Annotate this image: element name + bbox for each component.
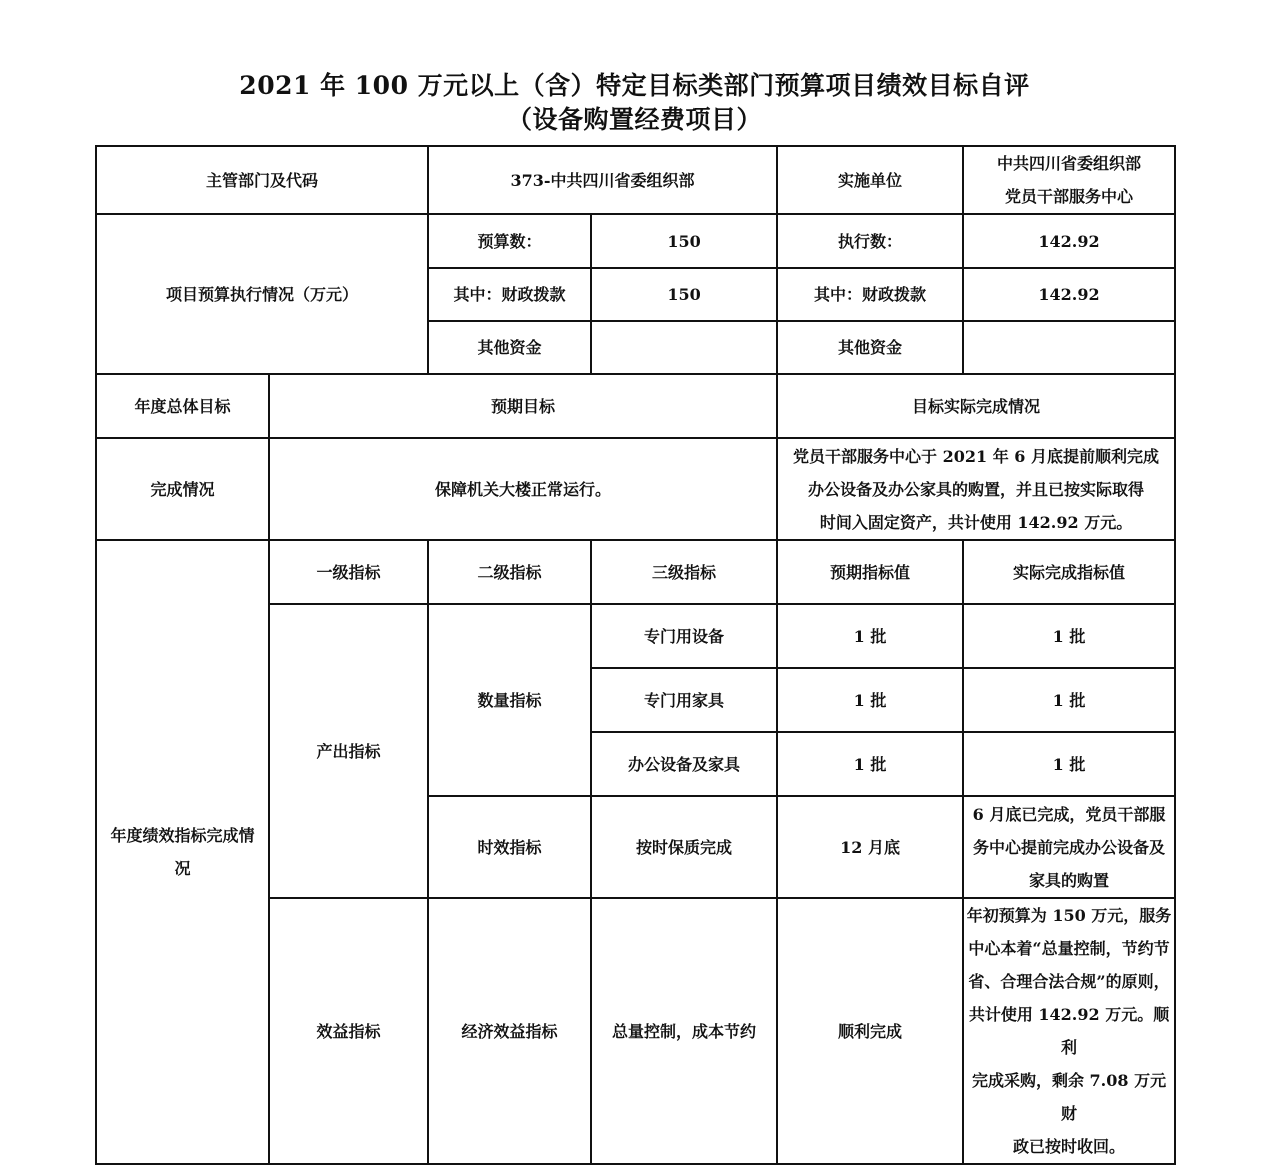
performance-table (95, 145, 1176, 1165)
exec-amount-value: 142.92 (963, 214, 1175, 268)
budget-amount-value: 150 (591, 214, 777, 268)
fiscal-label-budget: 其中：财政拨款 (428, 268, 591, 321)
indicators-section-label (96, 540, 269, 1164)
unit-value-line1: 中共四川省委组织部 (997, 154, 1142, 173)
level3-value: 专门用家具 (591, 668, 777, 732)
dept-value: 373-中共四川省委组织部 (428, 146, 777, 214)
benefit-indicator-label: 效益指标 (269, 898, 428, 1164)
actual-value-line: 共计使用 142.92 万元。顺利 (968, 1005, 1170, 1057)
level3-value: 总量控制，成本节约 (591, 898, 777, 1164)
expected-value: 1 批 (777, 604, 963, 668)
actual-value-line: 省、合理合法合规”的原则， (968, 972, 1170, 991)
document-title: 2021 年 100 万元以上（含）特定目标类部门预算项目绩效目标自评 (239, 71, 1030, 100)
col-actual: 实际完成指标值 (963, 540, 1175, 604)
actual-goal-header: 目标实际完成情况 (777, 374, 1175, 438)
other-value-budget (591, 321, 777, 374)
time-indicator-label: 时效指标 (428, 796, 591, 898)
actual-value-line: 6 月底已完成，党员干部服 (972, 804, 1166, 824)
actual-value (963, 898, 1175, 1164)
expected-value: 1 批 (777, 668, 963, 732)
expected-value: 顺利完成 (777, 898, 963, 1164)
output-indicator-label: 产出指标 (269, 604, 428, 898)
level3-value: 专门用设备 (591, 604, 777, 668)
col-level1: 一级指标 (269, 540, 428, 604)
actual-value-line: 家具的购置 (1029, 870, 1110, 890)
dept-row (96, 146, 1175, 214)
budget-row-1 (96, 214, 1175, 268)
col-level2: 二级指标 (428, 540, 591, 604)
budget-amount-label: 预算数： (428, 214, 591, 268)
fiscal-label-exec: 其中：财政拨款 (777, 268, 963, 321)
completion-row (96, 438, 1175, 540)
actual-value: 1 批 (963, 668, 1175, 732)
level3-value: 按时保质完成 (591, 796, 777, 898)
section-label-line: 年度绩效指标完成情 (110, 826, 255, 845)
actual-goal-line: 党员干部服务中心于 2021 年 6 月底提前顺利完成 (793, 446, 1159, 466)
dept-label: 主管部门及代码 (96, 146, 428, 214)
expected-value: 12 月底 (777, 796, 963, 898)
col-expected: 预期指标值 (777, 540, 963, 604)
goals-label: 年度总体目标 (96, 374, 269, 438)
expected-goal-value: 保障机关大楼正常运行。 (269, 438, 777, 540)
indicators-header-row (96, 540, 1175, 604)
quantity-indicator-label: 数量指标 (428, 604, 591, 796)
actual-value-line: 年初预算为 150 万元，服务 (966, 906, 1172, 925)
econ-indicator-label: 经济效益指标 (428, 898, 591, 1164)
document-subtitle: （设备购置经费项目） (506, 105, 762, 134)
expected-goal-header: 预期目标 (269, 374, 777, 438)
completion-label: 完成情况 (96, 438, 269, 540)
actual-value-line: 务中心提前完成办公设备及 (973, 837, 1166, 857)
actual-value-line: 完成采购，剩余 7.08 万元财 (971, 1071, 1167, 1123)
other-label-budget: 其他资金 (428, 321, 591, 374)
actual-value: 1 批 (963, 604, 1175, 668)
unit-value (963, 146, 1175, 214)
unit-value-line2: 党员干部服务中心 (1005, 187, 1134, 206)
unit-label: 实施单位 (777, 146, 963, 214)
expected-value: 1 批 (777, 732, 963, 796)
other-label-exec: 其他资金 (777, 321, 963, 374)
col-level3: 三级指标 (591, 540, 777, 604)
actual-value (963, 796, 1175, 898)
actual-goal-line: 时间入固定资产，共计使用 142.92 万元。 (819, 512, 1133, 532)
fiscal-value-budget: 150 (591, 268, 777, 321)
level3-value: 办公设备及家具 (591, 732, 777, 796)
fiscal-value-exec: 142.92 (963, 268, 1175, 321)
actual-value-line: 中心本着“总量控制，节约节 (968, 939, 1170, 958)
actual-goal-line: 办公设备及办公家具的购置，并且已按实际取得 (808, 479, 1145, 499)
actual-value-line: 政已按时收回。 (1013, 1137, 1126, 1156)
section-label-line: 况 (174, 859, 191, 878)
budget-label: 项目预算执行情况（万元） (96, 214, 428, 374)
other-value-exec (963, 321, 1175, 374)
exec-amount-label: 执行数： (777, 214, 963, 268)
actual-value: 1 批 (963, 732, 1175, 796)
goals-header-row (96, 374, 1175, 438)
actual-goal-value (777, 438, 1175, 540)
